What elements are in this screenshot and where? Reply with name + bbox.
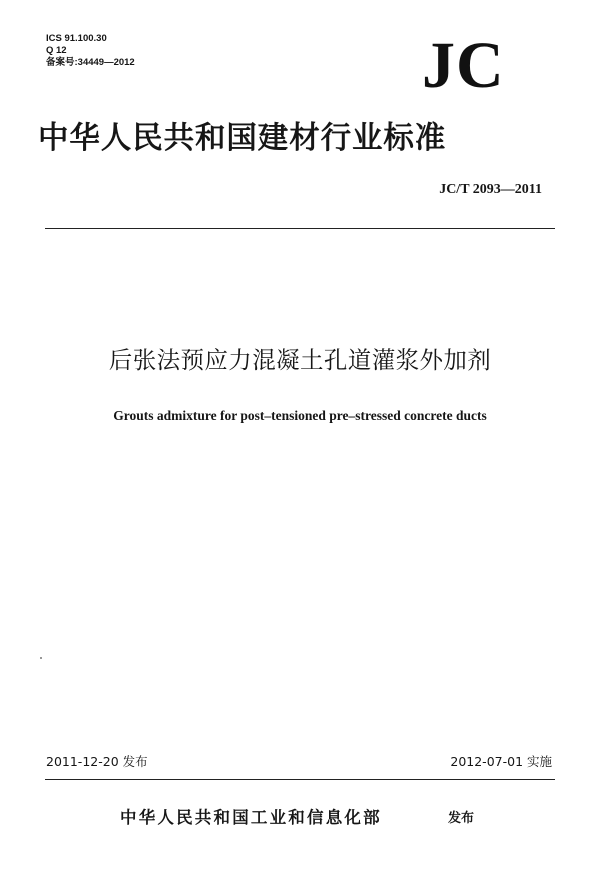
publisher-name: 中华人民共和国工业和信息化部 — [120, 808, 382, 827]
document-title-chinese: 后张法预应力混凝土孔道灌浆外加剂 — [108, 346, 492, 374]
document-title-english: Grouts admixture for post–tensioned pre–stressed concrete ducts — [113, 408, 487, 423]
implementation-date: 2012-07-01 实施 — [450, 754, 552, 769]
standard-number: JC/T 2093—2011 — [439, 182, 542, 197]
top-divider — [45, 228, 555, 229]
ics-code: ICS 91.100.30 — [46, 33, 107, 44]
bottom-divider — [45, 779, 555, 780]
industry-standard-title: 中华人民共和国建材行业标准 — [38, 121, 447, 156]
publisher-suffix: 发布 — [448, 811, 475, 826]
jc-standard-mark: JC — [422, 29, 505, 102]
ccs-code: Q 12 — [46, 45, 67, 56]
scan-speck — [40, 657, 42, 659]
filing-number: 备案号:34449—2012 — [46, 57, 135, 68]
issue-date: 2011-12-20 发布 — [46, 754, 148, 769]
